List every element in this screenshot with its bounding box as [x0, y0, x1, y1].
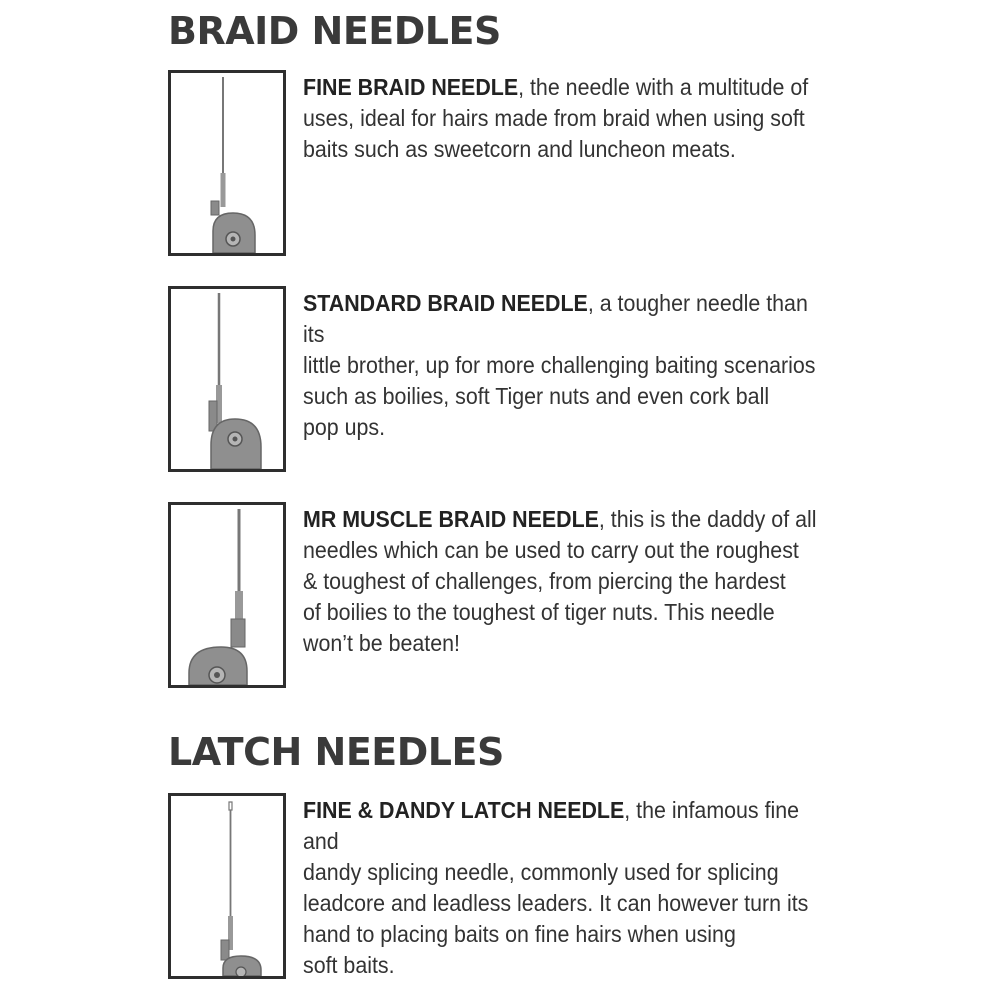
description-line: uses, ideal for hairs made from braid when using soft: [303, 105, 805, 131]
latch-needle-icon: [171, 796, 283, 976]
description-line: won’t be beaten!: [303, 630, 460, 656]
description-line: the infamous fine and: [303, 797, 800, 854]
description-line: such as boilies, soft Tiger nuts and even cork ball: [303, 383, 770, 409]
standard-braid-needle-icon: [171, 289, 283, 469]
description-line: of boilies to the toughest of tiger nuts. This needle: [303, 599, 775, 625]
fine-braid-needle-image: [168, 70, 286, 256]
description-line: the needle with a multitude of: [529, 74, 809, 100]
standard-braid-needle-image: [168, 286, 286, 472]
description-line: & toughest of challenges, from piercing the hardest: [303, 568, 786, 594]
latch-needles-heading: LATCH NEEDLES: [168, 730, 504, 774]
product-name: FINE BRAID NEEDLE: [303, 74, 519, 100]
fine-braid-needle-icon: [171, 73, 283, 253]
description-line: needles which can be used to carry out the roughest: [303, 537, 799, 563]
description-line: baits such as sweetcorn and luncheon meats.: [303, 136, 736, 162]
description-line: a tougher needle than its: [303, 290, 808, 347]
mr-muscle-braid-needle-icon: [171, 505, 283, 685]
fine-dandy-latch-needle-description: FINE & DANDY LATCH NEEDLE, the infamous fine and dandy splicing needle, commonly used for splicing leadcore and leadless leaders. It can however turn its hand to placing baits on fine hairs when using soft baits.: [303, 797, 809, 978]
fine-braid-needle-description: FINE BRAID NEEDLE, the needle with a multitude of uses, ideal for hairs made from braid when using soft baits such as sweetcorn and luncheon meats.: [303, 74, 809, 162]
description-line: hand to placing baits on fine hairs when using: [303, 921, 736, 947]
product-name: STANDARD BRAID NEEDLE: [303, 290, 588, 316]
description-line: leadcore and leadless leaders. It can however turn its: [303, 890, 809, 916]
product-name: FINE & DANDY LATCH NEEDLE: [303, 797, 625, 823]
description-line: soft baits.: [303, 952, 395, 978]
description-line: little brother, up for more challenging baiting scenarios: [303, 352, 816, 378]
description-line: this is the daddy of all: [610, 506, 817, 532]
description-line: pop ups.: [303, 414, 386, 440]
fine-dandy-latch-needle-image: [168, 793, 286, 979]
mr-muscle-braid-needle-description: MR MUSCLE BRAID NEEDLE, this is the daddy of all needles which can be used to carry out the roughest & toughest of challenges, from piercing the hardest of boilies to the toughest of tiger nuts. This needle won’t be beaten!: [303, 506, 817, 656]
mr-muscle-braid-needle-image: [168, 502, 286, 688]
product-name: MR MUSCLE BRAID NEEDLE: [303, 506, 599, 532]
standard-braid-needle-description: STANDARD BRAID NEEDLE, a tougher needle than its little brother, up for more challenging baiting scenarios such as boilies, soft Tiger nuts and even cork ball pop ups.: [303, 290, 816, 440]
description-line: dandy splicing needle, commonly used for splicing: [303, 859, 779, 885]
braid-needles-heading: BRAID NEEDLES: [168, 9, 501, 53]
